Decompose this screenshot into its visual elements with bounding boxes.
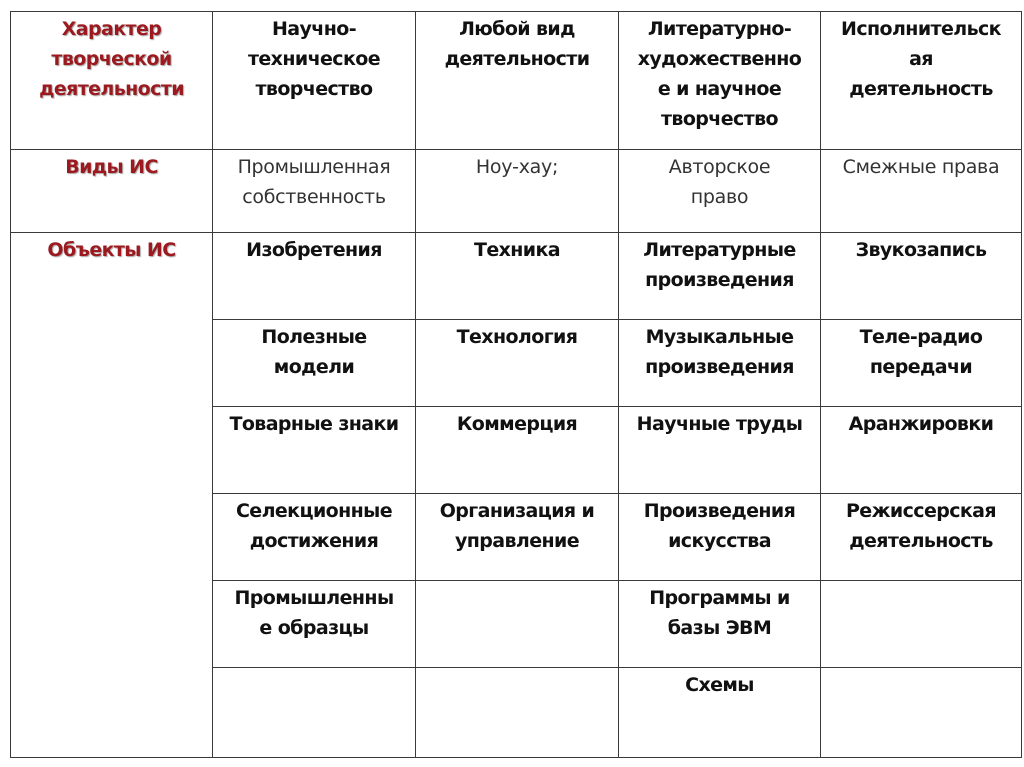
object-text-line: Схемы xyxy=(685,674,754,696)
object-text-line: Коммерция xyxy=(456,413,578,435)
object-text-line: Товарные знаки xyxy=(229,413,399,435)
kind-text-line: Авторское xyxy=(668,156,771,178)
object-text-line: Организация и xyxy=(439,500,595,522)
kind-cell xyxy=(416,150,619,233)
header-text-line: деятельность xyxy=(849,78,993,100)
object-text-line: достижения xyxy=(249,530,379,552)
object-text-line: Техника xyxy=(473,239,561,261)
object-text-line: передачи xyxy=(869,356,973,378)
object-text-line: Музыкальные xyxy=(645,326,794,348)
object-cell xyxy=(619,407,821,494)
object-cell xyxy=(619,494,821,581)
header-text-line: творчество xyxy=(661,108,778,130)
object-text-line: управление xyxy=(454,530,580,552)
object-text-line: произведения xyxy=(645,356,794,378)
object-cell-empty xyxy=(213,668,416,758)
kind-text-line: Промышленная xyxy=(237,156,391,178)
object-cell xyxy=(213,320,416,407)
header-label-cell xyxy=(11,12,213,150)
object-text-line: е образцы xyxy=(259,617,369,639)
kind-text-line: Смежные права xyxy=(842,156,1000,178)
header-text-line: деятельности xyxy=(444,48,590,70)
object-text-line: Аранжировки xyxy=(848,413,994,435)
object-text-line: базы ЭВМ xyxy=(667,617,772,639)
object-text-line: Технология xyxy=(456,326,578,348)
object-text-line: искусства xyxy=(668,530,771,552)
object-cell xyxy=(416,320,619,407)
kind-text-line: право xyxy=(690,186,749,208)
object-cell xyxy=(821,233,1022,320)
header-text-line: Исполнительск xyxy=(841,18,1001,40)
object-text-line: Научные труды xyxy=(636,413,803,435)
object-cell-empty xyxy=(416,581,619,668)
object-text-line: модели xyxy=(273,356,355,378)
object-text-line: Промышленны xyxy=(234,587,394,609)
header-label-line: творческой xyxy=(51,48,172,70)
object-cell-empty xyxy=(821,668,1022,758)
object-cell-empty xyxy=(416,668,619,758)
object-text-line: Произведения xyxy=(643,500,796,522)
header-text-line: творчество xyxy=(255,78,373,100)
object-text-line: Селекционные xyxy=(235,500,393,522)
object-text-line: Изобретения xyxy=(246,239,382,261)
object-text-line: Литературные xyxy=(643,239,796,261)
object-cell xyxy=(416,494,619,581)
object-text-line: Режиссерская xyxy=(845,500,997,522)
kind-text-line: собственность xyxy=(242,186,386,208)
object-cell xyxy=(821,494,1022,581)
header-text-line: Литературно- xyxy=(647,18,792,40)
kind-cell xyxy=(821,150,1022,233)
object-cell xyxy=(213,407,416,494)
header-col-2 xyxy=(416,12,619,150)
object-text-line: Полезные xyxy=(261,326,367,348)
header-col-1 xyxy=(213,12,416,150)
kinds-label: Виды ИС xyxy=(65,156,158,178)
header-text-line: е и научное xyxy=(657,78,782,100)
objects-label: Объекты ИС xyxy=(47,239,176,261)
object-cell xyxy=(619,581,821,668)
ip-classification-table xyxy=(10,11,1022,758)
header-text-line: ая xyxy=(909,48,933,70)
object-cell-empty xyxy=(821,581,1022,668)
objects-row xyxy=(11,233,1022,320)
object-cell xyxy=(213,581,416,668)
object-cell xyxy=(821,407,1022,494)
object-cell xyxy=(416,407,619,494)
header-label-line: Характер xyxy=(61,18,162,40)
kind-text-line: Ноу-хау; xyxy=(475,156,559,178)
header-text-line: Любой вид xyxy=(459,18,575,40)
object-text-line: Теле-радио xyxy=(859,326,983,348)
header-text-line: Научно- xyxy=(271,18,357,40)
object-cell xyxy=(619,668,821,758)
object-cell xyxy=(416,233,619,320)
kinds-label-cell xyxy=(11,150,213,233)
object-text-line: Звукозапись xyxy=(855,239,987,261)
object-text-line: деятельность xyxy=(849,530,993,552)
object-cell xyxy=(619,233,821,320)
object-cell xyxy=(213,233,416,320)
header-label-line: деятельности xyxy=(39,78,184,100)
object-cell xyxy=(821,320,1022,407)
header-text-line: техническое xyxy=(247,48,381,70)
header-col-3 xyxy=(619,12,821,150)
object-cell xyxy=(619,320,821,407)
object-text-line: произведения xyxy=(645,269,794,291)
object-cell xyxy=(213,494,416,581)
objects-label-cell xyxy=(11,233,213,758)
header-col-4 xyxy=(821,12,1022,150)
kinds-row xyxy=(11,150,1022,233)
header-row xyxy=(11,12,1022,150)
object-text-line: Программы и xyxy=(649,587,790,609)
kind-cell xyxy=(213,150,416,233)
header-text-line: художественно xyxy=(637,48,802,70)
kind-cell xyxy=(619,150,821,233)
